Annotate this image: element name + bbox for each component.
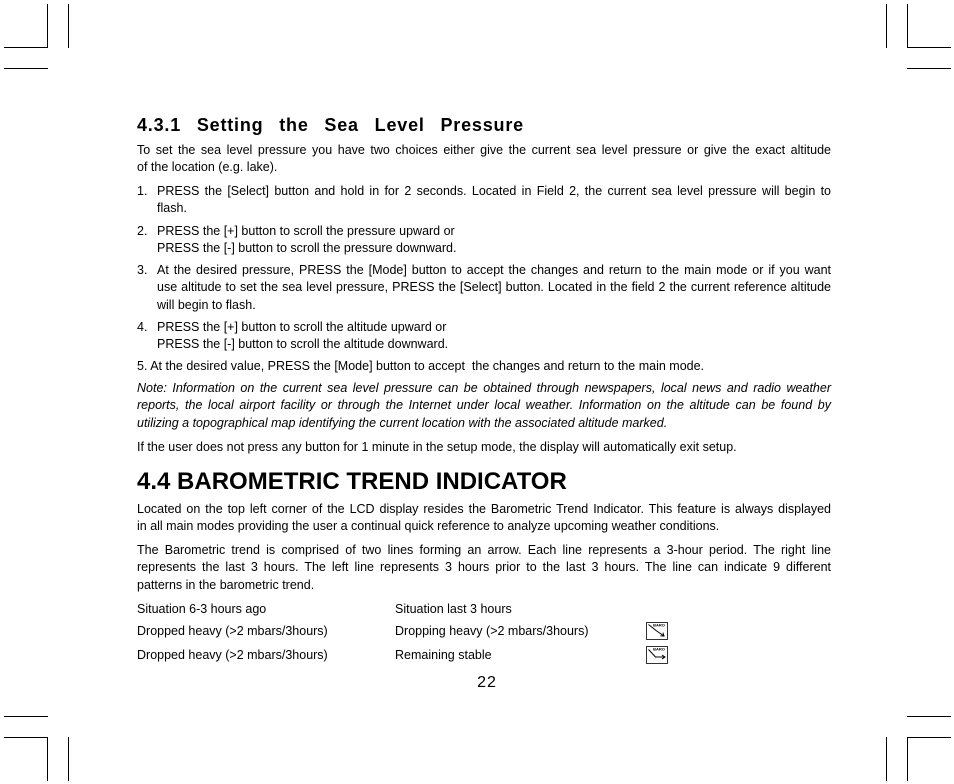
crop-mark — [47, 4, 48, 48]
text-line: Note: Information on the current sea level pressure can be obtained through newspapers, local news and radio weather — [137, 381, 831, 395]
text-line: To set the sea level pressure you have two choices either give the current sea level pressure or give the exact altitude — [137, 143, 831, 157]
crop-mark — [886, 4, 887, 48]
page-number: 22 — [477, 674, 497, 691]
column-header-recent: Situation last 3 hours — [395, 602, 512, 616]
intro-paragraph — [137, 142, 831, 177]
text-line: of the location (e.g. lake). — [137, 160, 278, 175]
step-2 — [137, 223, 831, 258]
step-number: 4. — [137, 320, 148, 334]
crop-mark — [68, 4, 69, 48]
trend-drop-heavy-then-stable-icon — [646, 646, 668, 664]
situation-earlier-cell: Dropped heavy (>2 mbars/3hours) — [137, 648, 328, 662]
crop-mark — [907, 47, 951, 48]
step-4 — [137, 319, 831, 354]
step-3 — [137, 262, 831, 314]
text-line: If the user does not press any button for 1 minute in the setup mode, the display will automatically exit setup. — [137, 440, 737, 454]
trend-description-paragraph-1 — [137, 501, 831, 536]
crop-mark — [907, 4, 908, 48]
text-line: flash. — [157, 201, 187, 216]
text-line: PRESS the [Select] button and hold in for 2 seconds. Located in Field 2, the current sea level pressure will begin to — [157, 184, 831, 198]
step-1 — [137, 183, 831, 218]
step-text — [157, 183, 831, 218]
icon-label: BARO — [653, 646, 665, 652]
situation-earlier-cell: Dropped heavy (>2 mbars/3hours) — [137, 624, 328, 638]
text-line: use altitude to set the sea level pressure, PRESS the [Select] button. Located in the field 2 the current reference altitude — [157, 280, 831, 295]
crop-mark — [4, 737, 48, 738]
text-line: PRESS the [+] button to scroll the altitude upward or — [157, 320, 447, 334]
crop-mark — [4, 68, 48, 69]
situation-recent-cell: Dropping heavy (>2 mbars/3hours) — [395, 624, 589, 638]
crop-mark — [68, 737, 69, 781]
text-line: PRESS the [-] button to scroll the pressure downward. — [157, 241, 457, 256]
crop-mark — [907, 737, 951, 738]
crop-mark — [47, 737, 48, 781]
text-line: patterns in the barometric trend. — [137, 577, 315, 592]
step-number: 3. — [137, 263, 148, 277]
icon-label: BARO — [653, 622, 665, 628]
text-line: 5. At the desired value, PRESS the [Mode] button to accept the changes and return to the main mode. — [137, 359, 705, 373]
step-text — [157, 262, 831, 314]
crop-mark — [907, 716, 951, 717]
trend-drop-heavy-then-drop-heavy-icon — [646, 622, 668, 640]
text-line: The Barometric trend is comprised of two lines forming an arrow. Each line represents a 3-hour period. The right line — [137, 543, 831, 557]
crop-mark — [886, 737, 887, 781]
step-text — [157, 223, 831, 258]
section-4-3-1-heading: 4.3.1 Setting the Sea Level Pressure — [137, 115, 524, 135]
text-line: Located on the top left corner of the LCD display resides the Barometric Trend Indicator. This feature is always displayed — [137, 502, 831, 516]
section-4-4-heading: 4.4 BAROMETRIC TREND INDICATOR — [137, 468, 567, 495]
crop-mark — [907, 68, 951, 69]
crop-mark — [4, 47, 48, 48]
text-line: utilizing a topographical map identifying the current location with the associated altitude marked. — [137, 415, 668, 430]
text-line: represents the last 3 hours. The left line represents 3 hours prior to the last 3 hours. The line can indicate 9 different — [137, 560, 831, 575]
column-header-earlier: Situation 6-3 hours ago — [137, 602, 267, 616]
text-line: in all main modes providing the user a continual quick reference to analyze upcoming weather conditions. — [137, 519, 720, 534]
crop-mark — [907, 737, 908, 781]
text-line: reports, the local airport facility or through the Internet under local weather. Information on the altitude can be found by — [137, 398, 831, 413]
step-5 — [137, 358, 831, 375]
text-line: At the desired pressure, PRESS the [Mode] button to accept the changes and return to the main mode or if you want — [157, 263, 831, 277]
trend-description-paragraph-2 — [137, 542, 831, 594]
crop-mark — [4, 716, 48, 717]
step-number: 2. — [137, 224, 148, 238]
note-paragraph — [137, 380, 831, 432]
timeout-paragraph — [137, 439, 831, 456]
situation-recent-cell: Remaining stable — [395, 648, 492, 662]
text-line: PRESS the [+] button to scroll the pressure upward or — [157, 224, 455, 238]
text-line: PRESS the [-] button to scroll the altitude downward. — [157, 337, 449, 352]
step-number: 1. — [137, 184, 148, 198]
step-text — [157, 319, 831, 354]
text-line: will begin to flash. — [157, 297, 256, 312]
